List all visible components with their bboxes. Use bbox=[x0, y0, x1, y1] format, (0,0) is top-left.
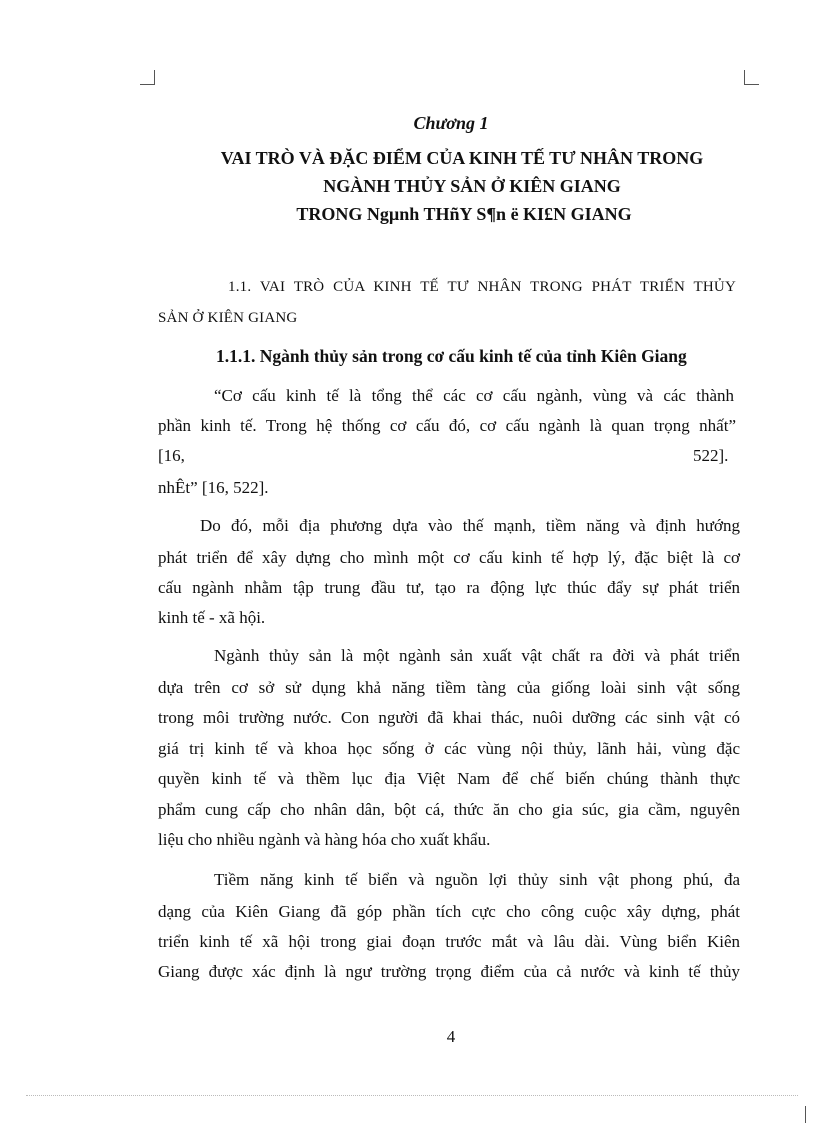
para2-line-2: dựa trên cơ sở sử dụng khả năng tiềm tàng của giống loài sinh vật sống bbox=[158, 678, 740, 697]
crop-mark-top-right bbox=[744, 70, 759, 85]
para1-line-1: Do đó, mỗi địa phương dựa vào thế mạnh, tiềm năng và định hướng bbox=[200, 516, 740, 535]
para3-line-2: dạng của Kiên Giang đã góp phần tích cực cho công cuộc xây dựng, phát bbox=[158, 902, 740, 921]
chapter-title-line-1: VAI TRÒ VÀ ĐẶC ĐIỂM CỦA KINH TẾ TƯ NHÂN TRONG bbox=[220, 148, 704, 168]
para1-line-2: phát triển để xây dựng cho mình một cơ cấu kinh tế hợp lý, đặc biệt là cơ bbox=[158, 548, 740, 567]
para1-line-3: cấu ngành nhằm tập trung đầu tư, tạo ra động lực thúc đẩy sự phát triển bbox=[158, 578, 740, 597]
chapter-title-line-2: NGÀNH THỦY SẢN Ở KIÊN GIANG bbox=[323, 176, 621, 196]
crop-mark-bottom-right bbox=[805, 1106, 816, 1123]
para2-line-7: liệu cho nhiều ngành và hàng hóa cho xuất khẩu. bbox=[158, 830, 491, 849]
para2-line-5: quyền kinh tế và thềm lục địa Việt Nam để chế biến chúng thành thực bbox=[158, 769, 740, 788]
quote-citation-right: 522]. bbox=[693, 446, 729, 465]
para2-line-4: giá trị kinh tế và khoa học sống ở các vùng nội thủy, lãnh hải, vùng đặc bbox=[158, 739, 740, 758]
para2-line-3: trong môi trường nước. Con người đã khai thác, nuôi dưỡng các sinh vật có bbox=[158, 708, 740, 727]
chapter-title-line-3: TRONG Ngµnh THñY S¶n ë KI£N GIANG bbox=[296, 204, 632, 224]
chapter-heading: Chương 1 bbox=[413, 113, 489, 133]
section-heading-line-1: 1.1. VAI TRÒ CỦA KINH TẾ TƯ NHÂN TRONG PHÁT TRIỂN THỦY bbox=[228, 279, 736, 295]
page-bottom-border bbox=[26, 1095, 798, 1096]
subsection-heading: 1.1.1. Ngành thủy sản trong cơ cấu kinh tế của tỉnh Kiên Giang bbox=[216, 346, 687, 366]
para2-line-1: Ngành thủy sản là một ngành sản xuất vật chất ra đời và phát triển bbox=[214, 646, 740, 665]
para1-line-4: kinh tế - xã hội. bbox=[158, 608, 266, 627]
para3-line-1: Tiềm năng kinh tế biển và nguồn lợi thủy sinh vật phong phú, đa bbox=[214, 870, 740, 889]
section-heading-line-2: SẢN Ở KIÊN GIANG bbox=[158, 310, 298, 326]
para2-line-6: phẩm cung cấp cho nhân dân, bột cá, thức ăn cho gia súc, gia cầm, nguyên bbox=[158, 800, 740, 819]
quote-line-2: phần kinh tế. Trong hệ thống cơ cấu đó, cơ cấu ngành là quan trọng nhất” bbox=[158, 416, 736, 435]
para3-line-3: triển kinh tế xã hội trong giai đoạn trước mắt và lâu dài. Vùng biển Kiên bbox=[158, 932, 740, 951]
quote-line-4: nhÊt” [16, 522]. bbox=[158, 478, 269, 497]
page-number: 4 bbox=[446, 1027, 456, 1046]
quote-citation-left: [16, bbox=[158, 446, 185, 465]
para3-line-4: Giang được xác định là ngư trường trọng điểm của cả nước và kinh tế thủy bbox=[158, 962, 740, 981]
crop-mark-top-left bbox=[140, 70, 155, 85]
quote-line-1: “Cơ cấu kinh tế là tổng thể các cơ cấu ngành, vùng và các thành bbox=[214, 386, 734, 405]
